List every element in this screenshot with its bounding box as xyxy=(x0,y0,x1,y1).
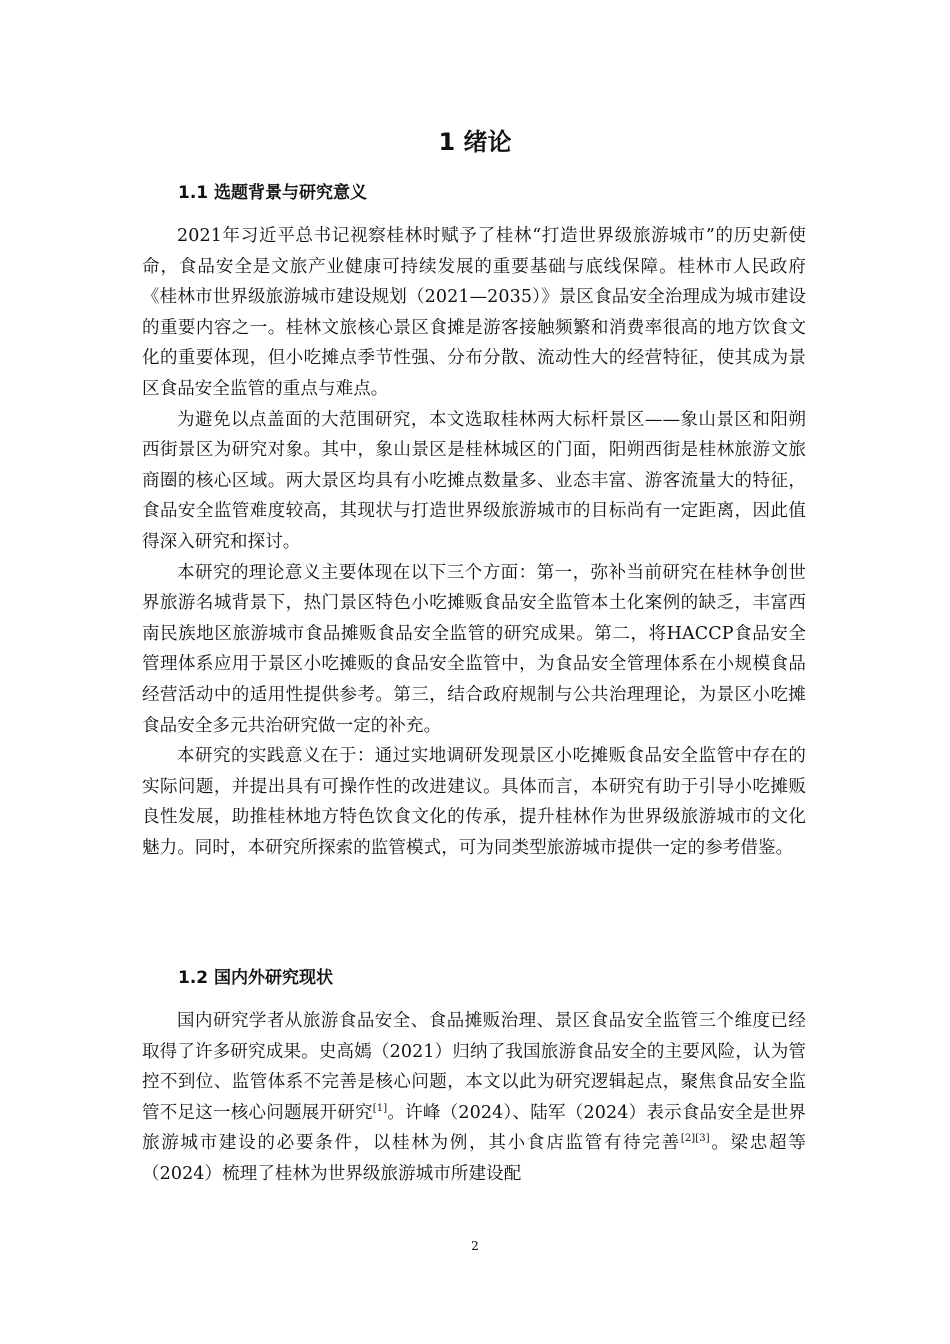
paragraph-practical-significance: 本研究的实践意义在于：通过实地调研发现景区小吃摊贩食品安全监管中存在的实际问题，并提出具有可操作性的改进建议。具体而言，本研究有助于引导小吃摊贩良性发展，助推桂林地方特色饮食文化的传承，提升桂林作为世界级旅游城市的文化魅力。同时，本研究所探索的监管模式，可为同类型旅游城市提供一定的参考借鉴。 xyxy=(142,746,806,858)
paragraph-study-scope: 为避免以点盖面的大范围研究，本文选取桂林两大标杆景区——象山景区和阳朔西街景区为研究对象。其中，象山景区是桂林城区的门面，阳朔西街是桂林旅游文旅商圈的核心区域。两大景区均具有小吃摊点数量多、业态丰富、游客流量大的特征，食品安全监管难度较高，其现状与打造世界级旅游城市的目标尚有一定距离，因此值得深入研究和探讨。 xyxy=(142,409,806,552)
paragraph-background: 2021年习近平总书记视察桂林时赋予了桂林“打造世界级旅游城市”的历史新使命，食品安全是文旅产业健康可持续发展的重要基础与底线保障。桂林市人民政府《桂林市世界级旅游城市建设规划（2021—2035）》景区食品安全治理成为城市建设的重要内容之一。桂林文旅核心景区食摊是游客接触频繁和消费率很高的地方饮食文化的重要体现，但小吃摊点季节性强、分布分散、流动性大的经营特征，使其成为景区食品安全监管的重点与难点。 xyxy=(142,226,806,399)
section-1-1-body xyxy=(142,221,806,863)
paragraph-text-part: 。许峰（2024）、陆军（2024）表示食品安全是世界旅游城市建设的必要条件，以桂林为例，其小食店监管有待完善 xyxy=(142,1102,806,1154)
section-heading-1-1: 1.1 选题背景与研究意义 xyxy=(178,183,368,203)
paragraph-text-part: 。梁忠超等（2024）梳理了桂林为世界级旅游城市所建设配 xyxy=(142,1133,806,1184)
paragraph-text-part: 国内研究学者从旅游食品安全、食品摊贩治理、景区食品安全监管三个维度已经取得了许多研究成果。史高嫣（2021）归纳了我国旅游食品安全的主要风险，认为管控不到位、监管体系不完善是核心问题，本文以此为研究逻辑起点，聚焦食品安全监管不足这一核心问题展开研究 xyxy=(142,1011,806,1123)
citation-ref: [2][3] xyxy=(680,1133,710,1145)
citation-ref: [1] xyxy=(372,1102,388,1114)
paragraph-domestic-research xyxy=(142,1006,806,1190)
page-number: 2 xyxy=(471,1239,479,1253)
chapter-title: 1 绪论 xyxy=(438,128,512,156)
section-heading-1-2: 1.2 国内外研究现状 xyxy=(178,968,334,988)
section-1-2-body xyxy=(142,1006,806,1190)
paragraph-theoretical-significance: 本研究的理论意义主要体现在以下三个方面：第一，弥补当前研究在桂林争创世界旅游名城背景下，热门景区特色小吃摊贩食品安全监管本土化案例的缺乏，丰富西南民族地区旅游城市食品摊贩食品安全监管的研究成果。第二，将HACCP食品安全管理体系应用于景区小吃摊贩的食品安全监管中，为食品安全管理体系在小规模食品经营活动中的适用性提供参考。第三，结合政府规制与公共治理理论，为景区小吃摊食品安全多元共治研究做一定的补充。 xyxy=(142,562,806,736)
